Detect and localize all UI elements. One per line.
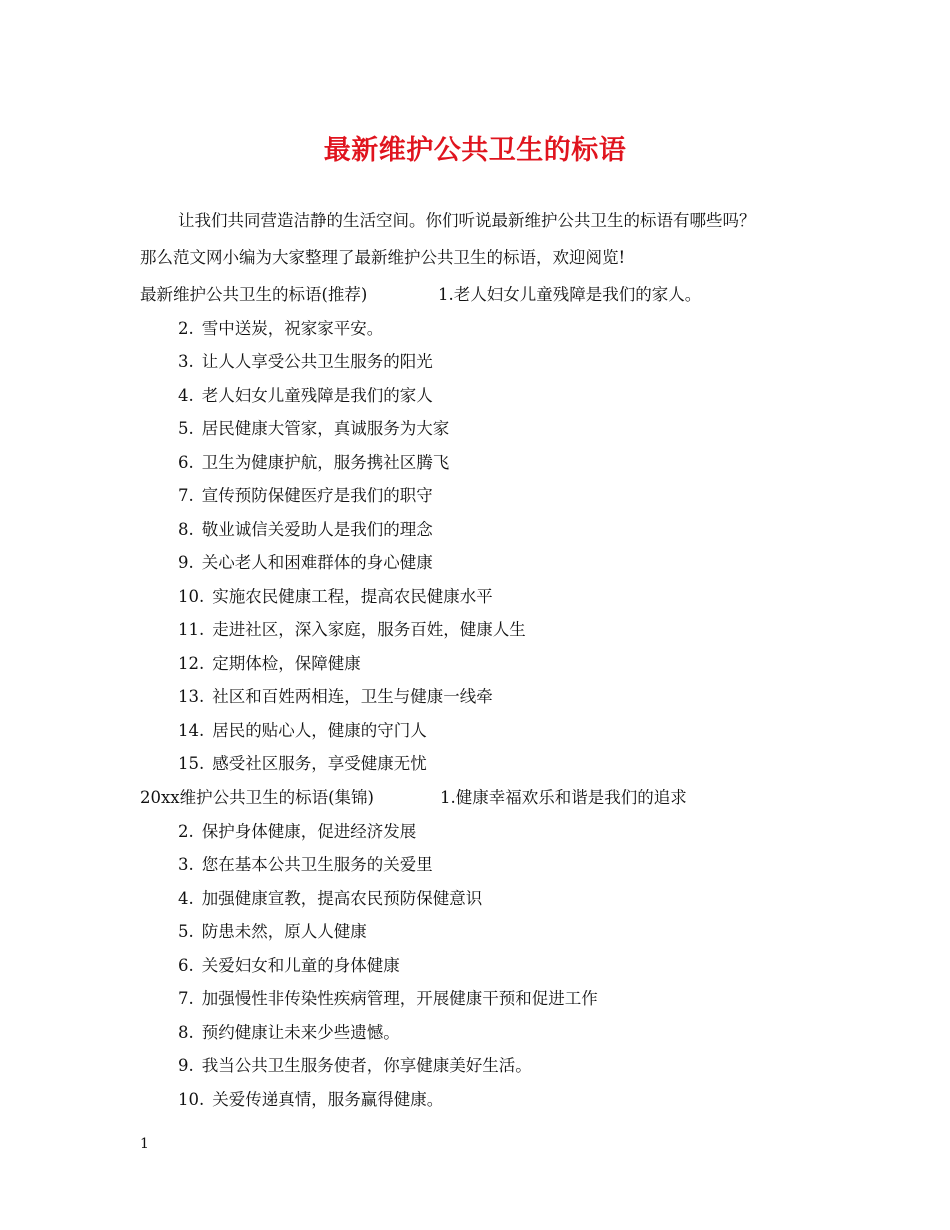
item-number: 13. [178, 687, 205, 706]
item-text: 居民的贴心人，健康的守门人 [212, 721, 427, 740]
item-text: 关爱妇女和儿童的身体健康 [201, 956, 400, 975]
page-number: 1 [140, 1136, 149, 1152]
item-text: 健康幸福欢乐和谐是我们的追求 [455, 788, 687, 807]
item-number: 5. [178, 922, 194, 941]
list-item [178, 851, 433, 875]
list-item [178, 1019, 400, 1043]
item-number: 6. [178, 956, 194, 975]
item-number: 6. [178, 453, 194, 472]
item-number: 5. [178, 419, 194, 438]
item-number: 4. [178, 386, 194, 405]
item-text: 居民健康大管家，真诚服务为大家 [201, 419, 450, 438]
item-text: 加强健康宣教，提高农民预防保健意识 [201, 889, 483, 908]
item-text: 保护身体健康，促进经济发展 [201, 822, 417, 841]
section-heading-recommended [140, 281, 702, 305]
item-number: 1. [438, 285, 454, 304]
list-item [440, 784, 687, 808]
item-number: 4. [178, 889, 194, 908]
item-number: 11. [178, 620, 205, 639]
list-item [178, 583, 493, 607]
item-number: 14. [178, 721, 205, 740]
list-item [178, 985, 598, 1009]
item-text: 雪中送炭，祝家家平安。 [201, 319, 384, 338]
item-text: 实施农民健康工程，提高农民健康水平 [212, 587, 493, 606]
list-item [178, 616, 526, 640]
item-number: 8. [178, 520, 194, 539]
item-text: 感受社区服务，享受健康无忧 [212, 754, 427, 773]
section-heading-text: 20xx维护公共卫生的标语(集锦) [140, 788, 374, 807]
item-number: 10. [178, 587, 205, 606]
list-item [178, 818, 416, 842]
section-heading-text: 最新维护公共卫生的标语(推荐) [140, 285, 368, 304]
list-item [178, 382, 433, 406]
list-item [178, 717, 427, 741]
list-item [178, 683, 493, 707]
item-number: 8. [178, 1023, 194, 1042]
list-item [178, 750, 427, 774]
item-text: 关心老人和困难群体的身心健康 [201, 553, 433, 572]
list-item [178, 1086, 443, 1110]
item-number: 9. [178, 553, 194, 572]
item-text: 让人人享受公共卫生服务的阳光 [201, 352, 433, 371]
list-item [178, 516, 433, 540]
list-item [178, 348, 433, 372]
item-text: 定期体检，保障健康 [212, 654, 361, 673]
item-text: 我当公共卫生服务使者，你享健康美好生活。 [201, 1056, 532, 1075]
item-text: 老人妇女儿童残障是我们的家人 [201, 386, 433, 405]
item-text: 加强慢性非传染性疾病管理，开展健康干预和促进工作 [201, 989, 598, 1008]
item-text: 宣传预防保健医疗是我们的职守 [201, 486, 433, 505]
item-number: 1. [440, 788, 456, 807]
list-item [178, 449, 449, 473]
item-number: 9. [178, 1056, 194, 1075]
item-text: 卫生为健康护航，服务携社区腾飞 [201, 453, 450, 472]
item-number: 2. [178, 319, 194, 338]
item-number: 15. [178, 754, 205, 773]
intro-line-2: 那么范文网小编为大家整理了最新维护公共卫生的标语，欢迎阅览! [140, 248, 626, 267]
list-item [178, 918, 367, 942]
item-text: 关爱传递真情，服务赢得健康。 [212, 1090, 444, 1109]
item-text: 敬业诚信关爱助人是我们的理念 [201, 520, 433, 539]
item-number: 7. [178, 486, 194, 505]
item-text: 社区和百姓两相连，卫生与健康一线牵 [212, 687, 493, 706]
item-text: 您在基本公共卫生服务的关爱里 [201, 855, 433, 874]
section-heading-collection [140, 784, 687, 808]
list-item [178, 650, 361, 674]
intro-line-1: 让我们共同营造洁静的生活空间。你们听说最新维护公共卫生的标语有哪些吗？ [178, 211, 756, 230]
item-number: 3. [178, 855, 194, 874]
item-text: 预约健康让未来少些遗憾。 [201, 1023, 400, 1042]
list-item [178, 885, 482, 909]
list-item [178, 549, 433, 573]
list-item [178, 1052, 532, 1076]
list-item [178, 952, 400, 976]
item-number: 12. [178, 654, 205, 673]
item-number: 3. [178, 352, 194, 371]
item-number: 2. [178, 822, 194, 841]
document-title: 最新维护公共卫生的标语 [323, 135, 627, 166]
item-text: 防患未然，原人人健康 [201, 922, 367, 941]
item-text: 走进社区，深入家庭，服务百姓，健康人生 [212, 620, 526, 639]
item-number: 7. [178, 989, 194, 1008]
list-item [178, 315, 383, 339]
list-item [178, 482, 433, 506]
item-number: 10. [178, 1090, 205, 1109]
list-item [438, 281, 701, 305]
list-item [178, 415, 449, 439]
item-text: 老人妇女儿童残障是我们的家人。 [453, 285, 702, 304]
